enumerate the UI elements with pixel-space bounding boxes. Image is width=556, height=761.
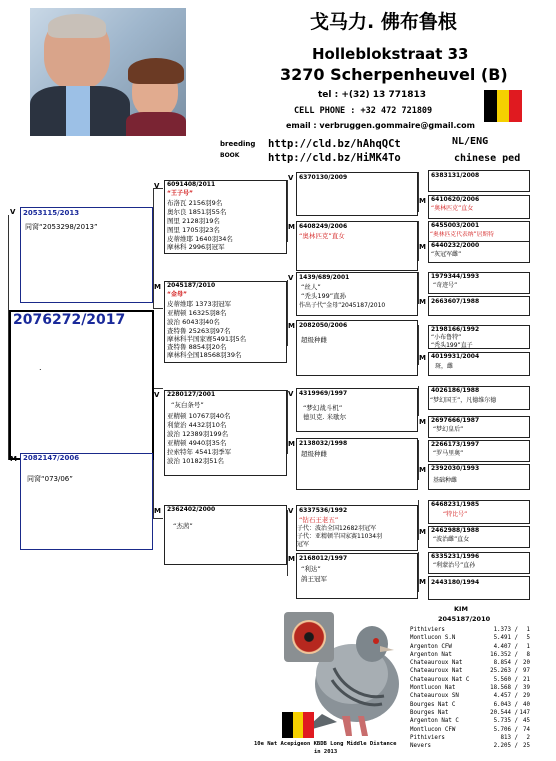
gen3-line: “秃头199”直孙 <box>301 292 347 300</box>
gen4-box[interactable] <box>428 325 530 349</box>
gen4-box[interactable] <box>428 526 530 548</box>
result-place: 74 <box>523 726 530 733</box>
result-race: Chateauroux Nat <box>410 660 463 667</box>
gen2-box-sire-dam[interactable] <box>164 281 287 363</box>
gen2-line: 摩林科半国家赛5491羽5名 <box>167 335 247 343</box>
gen4-red-name: “奥林匹克代表纳”居斯特 <box>430 232 494 238</box>
result-entries: 5.706 / <box>493 726 518 733</box>
gen3-box[interactable] <box>296 320 418 376</box>
gen2-line: 波治 12389羽199名 <box>167 430 229 438</box>
caption-line-2: in 2013 <box>314 749 338 755</box>
gen3-ring: 1439/689/2001 <box>299 274 350 281</box>
gen4-box[interactable] <box>428 352 530 376</box>
connector <box>418 221 419 261</box>
connector <box>153 308 163 309</box>
gen3-ring: 6408249/2006 <box>299 223 348 230</box>
gen3-2-sex: V <box>288 274 294 282</box>
result-race: Pithiviers <box>410 627 445 633</box>
gen2-line: 图里 1705羽23名 <box>167 226 220 234</box>
woman-top <box>126 112 186 136</box>
connector <box>287 180 288 242</box>
connector <box>418 172 419 212</box>
gen2-box-dam-sire[interactable] <box>164 390 287 476</box>
dam-note: 同窝“073/06” <box>27 475 73 483</box>
result-row <box>410 734 532 742</box>
man-shirt <box>66 86 90 136</box>
gen4-line: “波治雌”直女 <box>433 536 470 543</box>
gen3-3-sex: M <box>288 322 295 330</box>
gen3-box[interactable] <box>296 172 418 216</box>
result-row <box>410 667 532 675</box>
owner-tel: tel : +(32) 13 771813 <box>318 90 427 100</box>
gen4-box[interactable] <box>428 386 530 410</box>
book-label: BOOK <box>220 152 240 159</box>
result-entries: 16.352 / <box>490 651 518 658</box>
caption-line-1: 10e Nat Acepigeon KBDB Long Middle Distance <box>254 741 397 747</box>
gen4-box[interactable] <box>428 500 530 524</box>
gen2-ring: 2362402/2000 <box>167 506 216 513</box>
result-row <box>410 659 532 667</box>
gen2-line: 利蒙治 4432羽10名 <box>167 421 227 429</box>
gen4-box[interactable] <box>428 464 530 490</box>
result-place: 8 <box>526 651 530 658</box>
gen4-ring: 6440232/2000 <box>431 242 480 249</box>
eye-photo <box>284 612 334 662</box>
sire-note: 同窝“2053298/2013” <box>25 223 98 231</box>
result-place: 5 <box>526 635 530 642</box>
lang-nl-eng: NL/ENG <box>452 136 489 147</box>
gen2-ring: 2045187/2010 <box>167 282 216 289</box>
gen4-box[interactable] <box>428 195 530 219</box>
result-entries: 8.854 / <box>493 660 518 667</box>
result-race: Argenton CFW <box>410 643 452 650</box>
result-race: Montlucon CFW <box>410 726 456 733</box>
gen3-5-sex: M <box>288 440 295 448</box>
result-row <box>410 684 532 692</box>
gen2-line: 亚精顿 10767羽40名 <box>167 412 231 420</box>
result-race: Argenton Nat C <box>410 718 459 725</box>
gen3-ring: 6337536/1992 <box>299 507 348 514</box>
gen2-name: “灰白条号” <box>171 401 204 409</box>
gen4-ring: 2443180/1994 <box>431 579 480 586</box>
gen2-line: 亚精顿 4940羽35名 <box>167 439 227 447</box>
gen3-1-sex: M <box>288 223 295 231</box>
result-row <box>410 643 532 651</box>
gen4-ring: 6383131/2008 <box>431 172 480 179</box>
owner-city: 3270 Scherpenheuvel (B) <box>280 65 508 84</box>
gen2-line: 亚精顿 16325羽8名 <box>167 309 227 317</box>
gen3-line: 德贝克. 米歇尔 <box>303 413 347 421</box>
gen4-line: “梦幻皇后” <box>433 426 464 433</box>
gen4-line: “梦幻国王”，凡德维尔德 <box>430 397 497 404</box>
gen3-line: 超级种雌 <box>301 336 327 344</box>
gen4-ring: 4026186/1988 <box>431 387 480 394</box>
result-entries: 813 / <box>500 734 518 741</box>
gen4-line: “秃头199”直子 <box>431 342 473 349</box>
result-race: Nevers <box>410 743 431 750</box>
gen4-ring: 6335231/1996 <box>431 553 480 560</box>
gen4-box[interactable] <box>428 241 530 263</box>
result-race: Montlucon Nat <box>410 685 456 692</box>
gen2-line: 皮蒂维耶 1373羽冠军 <box>167 300 232 308</box>
gen4-box[interactable] <box>428 170 530 192</box>
result-entries: 25.263 / <box>490 668 518 675</box>
result-race: Bourges Nat C <box>410 701 456 708</box>
connector <box>418 440 419 480</box>
gen4-box[interactable] <box>428 440 530 462</box>
gen4-red-name: “特比号” <box>443 511 468 518</box>
result-place: 39 <box>523 685 530 692</box>
results-table <box>410 626 532 750</box>
gen2-2-sex: V <box>154 391 160 399</box>
gen2-0-sex: V <box>154 182 160 190</box>
gen4-ring: 1979344/1993 <box>431 273 480 280</box>
gen3-0-sex: V <box>288 174 294 182</box>
result-place: 40 <box>523 701 530 708</box>
gen4-line: “罗马里奥” <box>433 450 464 457</box>
owner-street: Holleblokstraat 33 <box>312 45 469 63</box>
gen4-ring: 2198166/1992 <box>431 326 480 333</box>
gen4-ring: 6455003/2001 <box>431 222 480 229</box>
result-place: 20 <box>523 660 530 667</box>
result-entries: 2.205 / <box>493 743 518 750</box>
gen3-box[interactable] <box>296 272 418 316</box>
owner-photo <box>30 8 186 136</box>
result-place: 97 <box>523 668 530 675</box>
gen2-line: 摩林科全国18568羽39名 <box>167 351 242 359</box>
breeding-link-2[interactable]: http://cld.bz/HiMK4To <box>268 152 401 164</box>
connector <box>418 386 419 416</box>
result-row <box>410 651 532 659</box>
connector <box>287 280 288 346</box>
result-place: 21 <box>523 676 530 683</box>
gen3-line: “梦幻战斗机” <box>303 404 343 412</box>
owner-name: 戈马力. 佛布鲁根 <box>310 11 457 33</box>
result-entries: 18.568 / <box>490 685 518 692</box>
gen3-box[interactable] <box>296 221 418 271</box>
gen2-box-dam-dam[interactable] <box>164 505 287 565</box>
gen3-ring: 4319969/1997 <box>299 390 348 397</box>
sire-ring: 2053115/2013 <box>23 209 80 217</box>
gen2-ring: 6091408/2011 <box>167 181 216 188</box>
result-race: Argenton Nat <box>410 651 452 658</box>
gen4-line: 斑，雌 <box>435 363 454 370</box>
gen3-box[interactable] <box>296 438 418 490</box>
gen4-ring: 2697666/1987 <box>431 417 480 424</box>
gen4-ring: 2663607/1988 <box>431 298 480 305</box>
gen3-line: 鸽王冠军 <box>301 575 327 583</box>
gen4-ring: 6468231/1985 <box>431 501 480 508</box>
gen2-box-sire-sire[interactable] <box>164 180 287 254</box>
result-race: Chateauroux Nat <box>410 668 463 675</box>
result-entries: 5.735 / <box>493 718 518 725</box>
gen4-ring: 4019931/2004 <box>431 353 480 360</box>
lang-chinese: chinese ped <box>454 153 521 164</box>
result-row <box>410 634 532 642</box>
gen3-red-name: “奥林匹克”直女 <box>299 232 345 240</box>
gen4-9-sex: M <box>419 418 426 426</box>
result-row <box>410 717 532 725</box>
result-entries: 6.043 / <box>493 701 518 708</box>
gen3-6-sex: V <box>288 507 294 515</box>
subject-dot: . <box>39 363 42 372</box>
results-ring: 2045187/2010 <box>438 615 491 623</box>
result-place: 45 <box>523 718 530 725</box>
connector <box>287 510 288 576</box>
connector <box>153 518 163 519</box>
gen2-line: 波治 6043羽40名 <box>167 318 220 326</box>
gen3-box[interactable] <box>296 553 418 599</box>
gen4-5-sex: M <box>419 298 426 306</box>
result-place: 25 <box>523 743 530 750</box>
dam-ring: 2082147/2006 <box>23 454 80 462</box>
gen4-line: “小布鲁特” <box>431 334 462 341</box>
connector <box>153 388 163 389</box>
gen4-11-sex: M <box>419 466 426 474</box>
gen2-name: “金母” <box>167 291 187 298</box>
woman-hair <box>128 58 184 84</box>
gen4-line: 基础种雌 <box>433 477 458 484</box>
result-place: 2 <box>526 734 530 741</box>
result-row <box>410 709 532 717</box>
gen4-line: “利蒙治号”直孙 <box>433 562 476 569</box>
result-entries: 4.407 / <box>493 643 518 650</box>
gen3-line: 子代：波治全国12682羽冠军 <box>297 525 377 532</box>
gen4-3-sex: M <box>419 243 426 251</box>
gen4-line: “灰冠军雌” <box>431 251 462 258</box>
gen3-line: “丝人” <box>301 283 321 291</box>
owner-email: email : verbruggen.gommaire@gmail.com <box>286 121 475 130</box>
subject-ring: 2076272/2017 <box>13 312 126 328</box>
result-place: 1 <box>526 643 530 650</box>
gen3-line: 作出子代“金母”2045187/2010 <box>299 302 386 309</box>
gen2-name: “杰茜” <box>173 522 193 530</box>
result-row <box>410 692 532 700</box>
result-entries: 20.544 / <box>490 709 518 716</box>
gen2-line: 布洛瓦 2156羽9名 <box>167 199 223 207</box>
gen2-3-sex: M <box>154 507 161 515</box>
sire-box[interactable] <box>20 207 153 303</box>
gen2-line: 摩林科 2996羽冠军 <box>167 243 225 251</box>
dam-box[interactable] <box>20 453 153 550</box>
result-entries: 5.560 / <box>493 676 518 683</box>
gen4-box[interactable] <box>428 576 530 600</box>
gen3-line: 冠军 <box>297 541 310 548</box>
breeding-label: breeding <box>220 140 256 148</box>
owner-cell: CELL PHONE : +32 472 721809 <box>294 106 433 116</box>
gen4-ring: 2266173/1997 <box>431 441 480 448</box>
result-row <box>410 676 532 684</box>
gen3-box[interactable] <box>296 505 418 551</box>
gen3-ring: 2138032/1998 <box>299 440 348 447</box>
gen4-red-name: “奥林匹克”直女 <box>431 205 474 212</box>
belgium-flag-bottom <box>282 712 314 738</box>
gen3-line: “利达” <box>301 565 321 573</box>
result-entries: 5.491 / <box>493 635 518 642</box>
gen4-7-sex: M <box>419 354 426 362</box>
gen3-ring: 2082050/2006 <box>299 322 348 329</box>
gen2-line: 查特鲁 25263羽97名 <box>167 327 231 335</box>
gen2-line: 图里 2128羽19名 <box>167 217 220 225</box>
connector <box>418 552 419 592</box>
gen4-ring: 2462988/1988 <box>431 527 480 534</box>
dam-sex: M <box>10 455 17 463</box>
result-race: Chateauroux Nat C <box>410 676 470 683</box>
gen3-ring: 2168012/1997 <box>299 555 348 562</box>
gen4-15-sex: M <box>419 578 426 586</box>
result-place: 1 <box>526 627 530 633</box>
result-place: 29 <box>523 693 530 700</box>
results-pigeon: KIM <box>454 605 468 613</box>
belgium-flag-top <box>484 90 522 122</box>
sire-sex: V <box>10 208 16 216</box>
gen4-box[interactable] <box>428 221 530 243</box>
gen3-line: 子代：亚精顿半国家赛11034羽 <box>297 533 383 540</box>
gen2-line: 波治 10182羽51名 <box>167 457 225 465</box>
result-race: Montlucon S.N <box>410 635 456 642</box>
result-entries: 4.457 / <box>493 693 518 700</box>
result-row <box>410 701 532 709</box>
result-race: Pithiviers <box>410 734 445 741</box>
gen4-13-sex: M <box>419 528 426 536</box>
gen3-line: 超级种雌 <box>301 450 327 458</box>
gen3-7-sex: M <box>288 555 295 563</box>
gen4-box[interactable] <box>428 552 530 574</box>
result-row <box>410 742 532 750</box>
gen3-4-sex: V <box>288 390 294 398</box>
gen2-ring: 2280127/2001 <box>167 391 216 398</box>
result-entries: 1.373 / <box>493 627 518 633</box>
gen2-1-sex: M <box>154 283 161 291</box>
gen2-name: “王子号” <box>167 190 193 197</box>
gen3-red-name: “钻石王老五” <box>299 516 339 524</box>
gen3-ring: 6370130/2009 <box>299 174 348 181</box>
gen4-box[interactable] <box>428 296 530 316</box>
gen2-line: 查特鲁 8854羽20名 <box>167 343 227 351</box>
subject-box[interactable] <box>9 310 154 460</box>
gen4-box[interactable] <box>428 272 530 294</box>
gen2-line: 拉索特年 4541羽季军 <box>167 448 232 456</box>
gen4-ring: 6410620/2006 <box>431 196 480 203</box>
gen3-box[interactable] <box>296 388 418 432</box>
gen4-ring: 2392030/1993 <box>431 465 480 472</box>
gen4-box[interactable] <box>428 416 530 438</box>
result-row <box>410 626 532 634</box>
gen2-line: 奥尔良 1851羽55名 <box>167 208 227 216</box>
gen2-line: 皮蒂维耶 1640羽34名 <box>167 235 233 243</box>
result-race: Bourges Nat <box>410 709 449 716</box>
result-place: 147 <box>519 709 530 716</box>
result-row <box>410 726 532 734</box>
man-hair <box>48 14 106 38</box>
gen4-1-sex: M <box>419 197 426 205</box>
gen4-line: “奇迹号” <box>433 282 458 289</box>
result-race: Chateauroux SN <box>410 693 459 700</box>
breeding-link-1[interactable]: http://cld.bz/hAhqQCt <box>268 138 401 150</box>
